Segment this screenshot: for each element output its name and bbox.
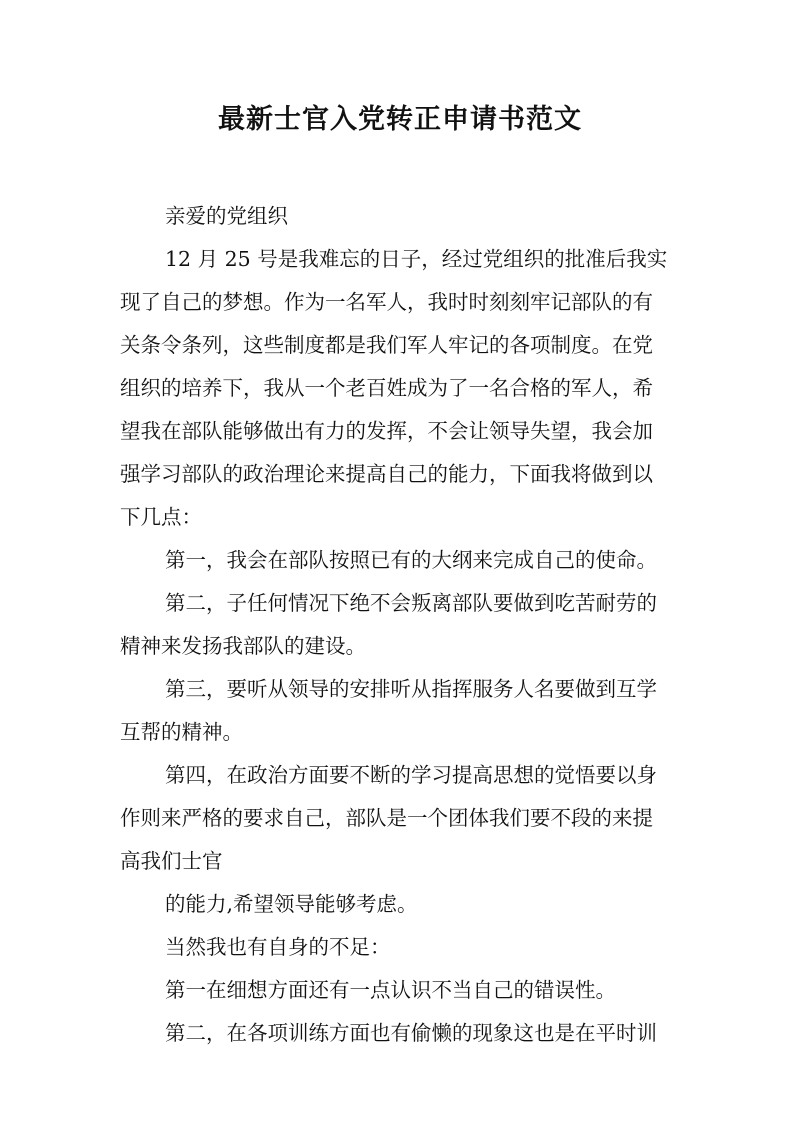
document-body (120, 195, 680, 1055)
paragraph-line: 第一在细想方面还有一点认识不当自己的错误性。 (165, 978, 616, 1002)
paragraph-line: 亲爱的党组织 (165, 204, 288, 228)
paragraph-line: 互帮的精神。 (120, 720, 243, 744)
paragraph-line: 第二，在各项训练方面也有偷懒的现象这也是在平时训 (165, 1021, 657, 1045)
document-title: 最新士官入党转正申请书范文 (218, 104, 582, 135)
paragraph-line: 的能力,希望领导能够考虑。 (165, 892, 418, 916)
paragraph-line: 12 月 25 号是我难忘的日子，经过党组织的批准后我实 (165, 247, 668, 271)
paragraph-line: 强学习部队的政治理论来提高自己的能力，下面我将做到以 (120, 462, 653, 486)
paragraph-line: 下几点： (120, 505, 202, 529)
paragraph-line: 第二，子任何情况下绝不会叛离部队要做到吃苦耐劳的 (165, 591, 657, 615)
paragraph-line: 第一，我会在部队按照已有的大纲来完成自己的使命。 (165, 548, 657, 572)
paragraph-line: 组织的培养下，我从一个老百姓成为了一名合格的军人，希 (120, 376, 653, 400)
paragraph-line: 精神来发扬我部队的建设。 (120, 634, 366, 658)
paragraph-line: 第三，要听从领导的安排听从指挥服务人名要做到互学 (165, 677, 657, 701)
paragraph-line: 现了自己的梦想。作为一名军人，我时时刻刻牢记部队的有 (120, 290, 653, 314)
paragraph-line: 作则来严格的要求自己，部队是一个团体我们要不段的来提 (120, 806, 653, 830)
paragraph-line: 望我在部队能够做出有力的发挥，不会让领导失望，我会加 (120, 419, 653, 443)
paragraph-line: 当然我也有自身的不足： (165, 935, 391, 959)
paragraph-line: 关条令条列，这些制度都是我们军人牢记的各项制度。在党 (120, 333, 653, 357)
paragraph-line: 第四，在政治方面要不断的学习提高思想的觉悟要以身 (165, 763, 657, 787)
paragraph-line: 高我们士官 (120, 849, 223, 873)
